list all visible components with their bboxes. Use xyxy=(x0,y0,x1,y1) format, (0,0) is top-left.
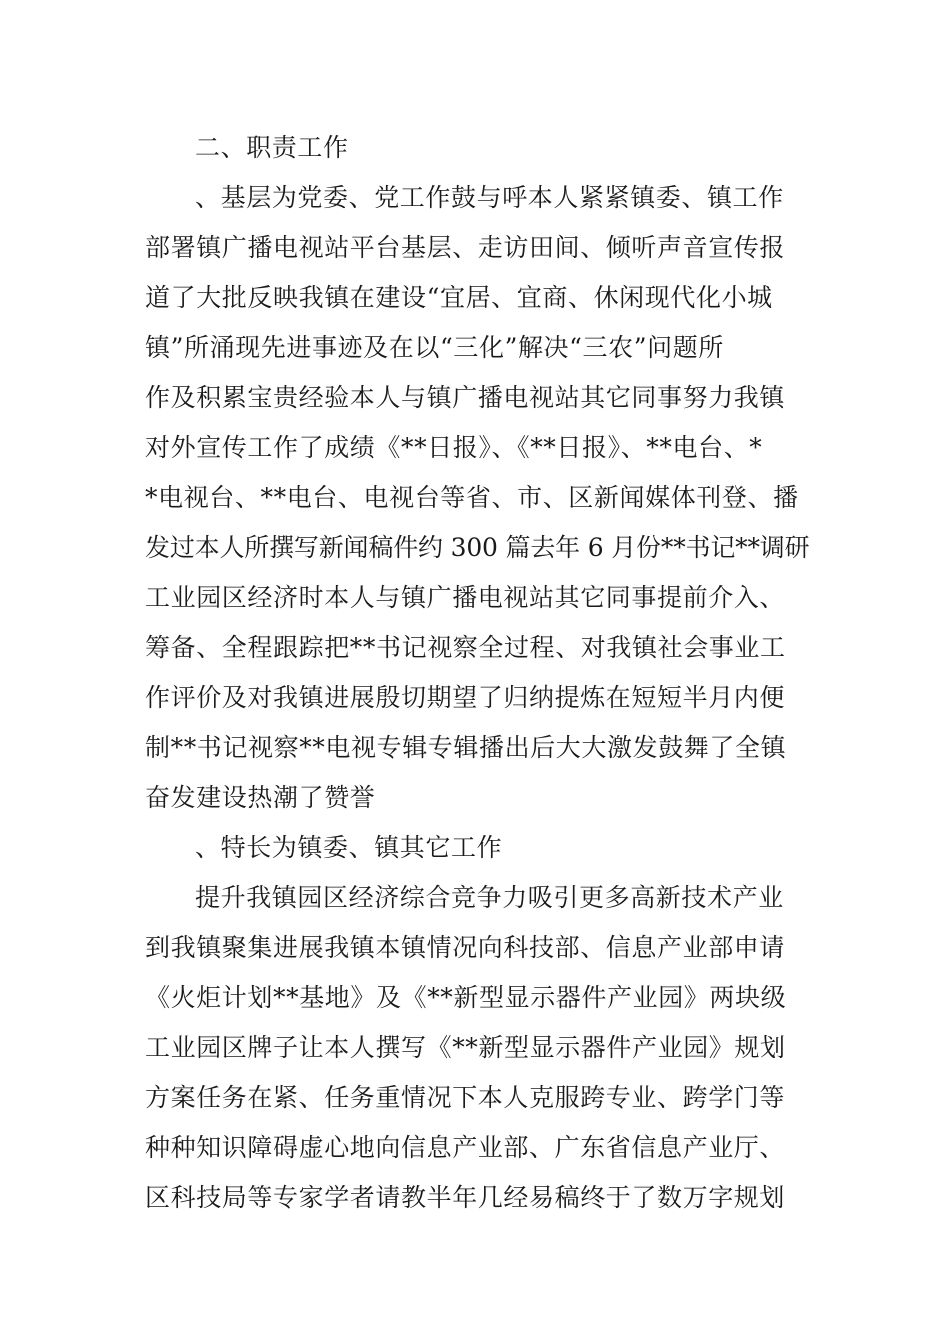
paragraph-line: 《火炬计划**基地》及《**新型显示器件产业园》两块级 xyxy=(145,983,787,1012)
paragraph-line: 镇”所涌现先进事迹及在以“三化”解决“三农”问题所 xyxy=(145,333,724,362)
paragraph-line: 工业园区牌子让本人撰写《**新型显示器件产业园》规划 xyxy=(145,1033,786,1062)
paragraph-line: 对外宣传工作了成绩《**日报》、《**日报》、**电台、* xyxy=(145,433,763,462)
paragraph-line: 提升我镇园区经济综合竞争力吸引更多高新技术产业 xyxy=(195,883,784,912)
paragraph-line: 工业园区经济时本人与镇广播电视站其它同事提前介入、 xyxy=(145,583,786,612)
paragraph-line: 道了大批反映我镇在建设“宜居、宜商、休闲现代化小城 xyxy=(145,283,773,312)
paragraph-line: 区科技局等专家学者请教半年几经易稿终于了数万字规划 xyxy=(145,1183,786,1212)
section-heading: 二、职责工作 xyxy=(195,133,349,162)
paragraph-line: 筹备、全程跟踪把**书记视察全过程、对我镇社会事业工 xyxy=(145,633,786,662)
paragraph-line: 种种知识障碍虚心地向信息产业部、广东省信息产业厅、 xyxy=(145,1133,786,1162)
paragraph-line: 、基层为党委、党工作鼓与呼本人紧紧镇委、镇工作 xyxy=(195,183,784,212)
paragraph-line: *电视台、**电台、电视台等省、市、区新闻媒体刊登、播 xyxy=(145,483,799,512)
paragraph-line: 作及积累宝贵经验本人与镇广播电视站其它同事努力我镇 xyxy=(145,383,786,412)
paragraph-line: 发过本人所撰写新闻稿件约 300 篇去年 6 月份**书记**调研 xyxy=(145,533,810,562)
paragraph-line: 到我镇聚集进展我镇本镇情况向科技部、信息产业部申请 xyxy=(145,933,786,962)
paragraph-line: 奋发建设热潮了赞誉 xyxy=(145,783,376,812)
subsection-heading: 、特长为镇委、镇其它工作 xyxy=(195,833,503,862)
paragraph-line: 方案任务在紧、任务重情况下本人克服跨专业、跨学门等 xyxy=(145,1083,786,1112)
paragraph-line: 作评价及对我镇进展殷切期望了归纳提炼在短短半月内便 xyxy=(145,683,786,712)
paragraph-line: 部署镇广播电视站平台基层、走访田间、倾听声音宣传报 xyxy=(145,233,786,262)
paragraph-line: 制**书记视察**电视专辑专辑播出后大大激发鼓舞了全镇 xyxy=(145,733,787,762)
